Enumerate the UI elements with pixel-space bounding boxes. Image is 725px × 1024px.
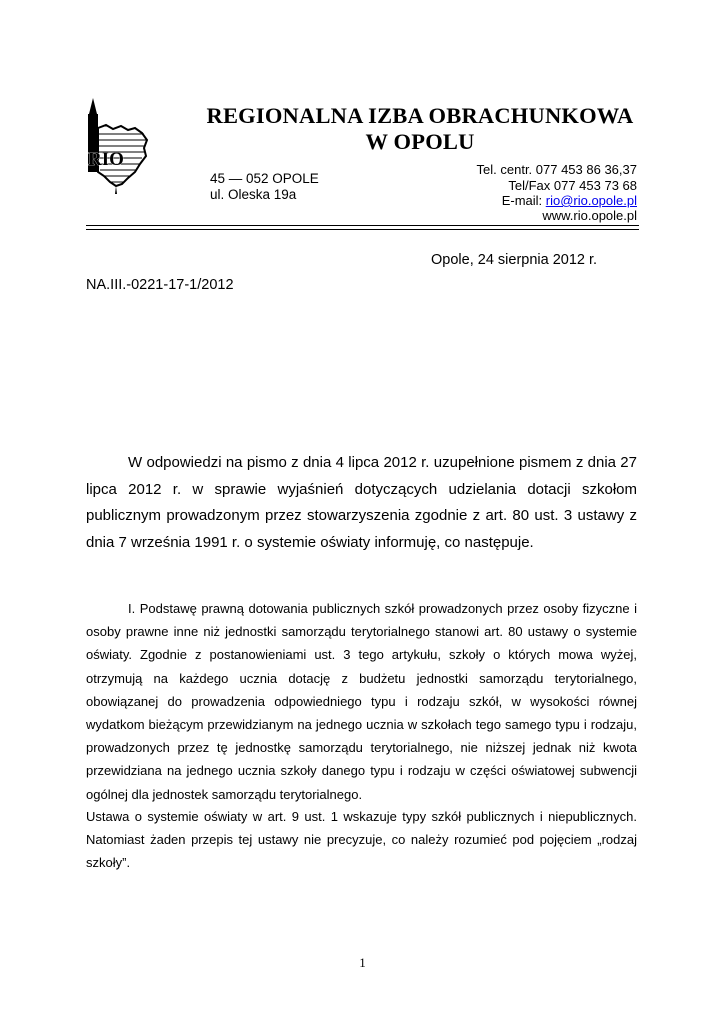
header-divider-bottom (86, 229, 639, 230)
address-postal: 45 — 052 OPOLE (210, 171, 319, 186)
section-1-continuation: Ustawa o systemie oświaty w art. 9 ust. 1 wskazuje typy szkół publicznych i niepublicznych. Natomiast żaden przepis tej ustawy nie precyzuje, co należy rozumieć pod pojęciem „rodzaj szkoły”. (86, 809, 637, 871)
header-divider-top (86, 225, 639, 226)
logo-text: RIO (88, 149, 124, 170)
organization-city: W OPOLU (365, 129, 475, 154)
organization-title: REGIONALNA IZBA OBRACHUNKOWA (206, 103, 634, 128)
email-line (502, 193, 637, 208)
website: www.rio.opole.pl (542, 208, 637, 223)
email-label: E-mail: (501, 193, 546, 208)
address-street: ul. Oleska 19a (210, 187, 297, 202)
reference-number: NA.III.-0221-17-1/2012 (86, 277, 234, 293)
letter-date: Opole, 24 sierpnia 2012 r. (431, 252, 598, 268)
email-link[interactable]: rio@rio.opole.pl (545, 193, 637, 208)
rio-logo (80, 98, 150, 194)
page-number: 1 (359, 955, 366, 970)
fax-number: Tel/Fax 077 453 73 68 (508, 178, 637, 193)
phone-number: Tel. centr. 077 453 86 36,37 (476, 162, 637, 177)
intro-paragraph: W odpowiedzi na pismo z dnia 4 lipca 2012 r. uzupełnione pismem z dnia 27 lipca 2012 r. w sprawie wyjaśnień dotyczących udzielania dotacji szkołom publicznym prowadzonym przez stowarzyszenia zgodnie z art. 80 ust. 3 ustawy z dnia 7 września 1991 r. o systemie oświaty informuję, co następuje. (86, 454, 637, 551)
section-1-paragraph: I. Podstawę prawną dotowania publicznych szkół prowadzonych przez osoby fizyczne i osoby prawne inne niż jednostki samorządu terytorialnego stanowi art. 80 ustawy o systemie oświaty. Zgodnie z postanowieniami ust. 3 tego artykułu, szkoły o których mowa wyżej, otrzymują na każdego ucznia dotację z budżetu jednostki samorządu terytorialnego, obowiązanej do prowadzenia odpowiedniego typu i rodzaju szkół, w wysokości równej wydatkom bieżącym przewidzianym na jednego ucznia w szkołach tego samego typu i rodzaju, prowadzonych przez tę jednostkę samorządu terytorialnego, nie niższej jednak niż kwota przewidziana na jednego ucznia szkoły danego typu i rodzaju w części oświatowej subwencji ogólnej dla jednostek samorządu terytorialnego. (86, 601, 637, 802)
